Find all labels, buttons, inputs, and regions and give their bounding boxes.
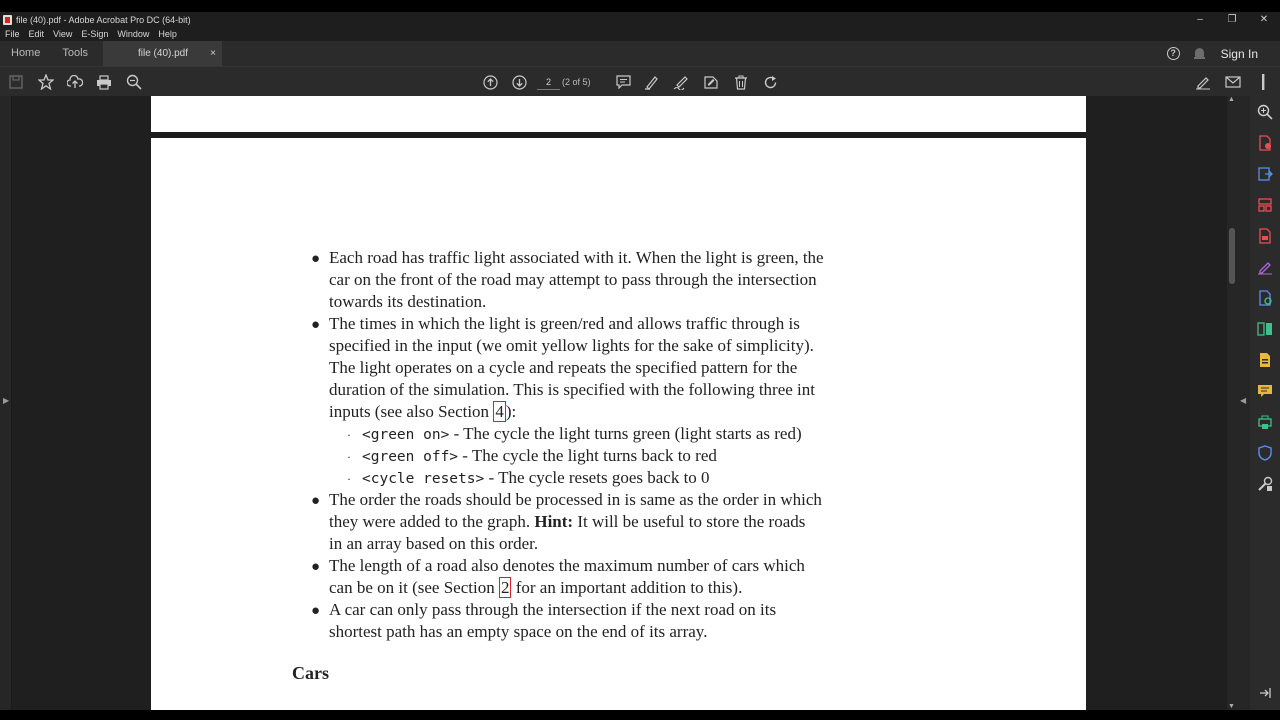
bullet-marker: ● bbox=[311, 317, 321, 333]
toolbar bbox=[0, 66, 1280, 96]
menu-esign[interactable]: E-Sign bbox=[81, 29, 109, 39]
collapse-tools-pane-icon[interactable] bbox=[1257, 686, 1273, 702]
comment-tool-icon[interactable] bbox=[1257, 383, 1273, 399]
zoom-tool-icon[interactable] bbox=[1257, 104, 1273, 120]
sign-in-button[interactable]: Sign In bbox=[1220, 46, 1258, 61]
notification-bell-icon[interactable] bbox=[1194, 48, 1205, 60]
rotate-icon[interactable] bbox=[759, 67, 781, 97]
tab-tools[interactable]: Tools bbox=[62, 47, 89, 59]
menu-edit[interactable]: Edit bbox=[28, 29, 45, 39]
tab-document[interactable] bbox=[103, 41, 222, 66]
highlight-pen-icon[interactable] bbox=[641, 67, 663, 97]
bullet-4-line-2-prefix: can be on it (see Section bbox=[329, 578, 499, 597]
fill-sign-tool-icon[interactable] bbox=[1257, 259, 1273, 275]
section-2-link[interactable]: 2 bbox=[500, 578, 510, 597]
scrollbar-thumb[interactable] bbox=[1229, 228, 1235, 284]
previous-page-icon[interactable] bbox=[479, 67, 501, 97]
bullet-marker: ● bbox=[311, 603, 321, 619]
bullet-3-line-2-prefix: they were added to the graph. bbox=[329, 512, 535, 531]
menu-file[interactable]: File bbox=[5, 29, 20, 39]
more-tools-icon[interactable] bbox=[1257, 476, 1273, 492]
fill-sign-icon[interactable] bbox=[1192, 67, 1214, 97]
page-count-label: (2 of 5) bbox=[562, 77, 591, 87]
sub-bullet-dot: · bbox=[347, 428, 351, 442]
bullet-2-line-5-prefix: inputs (see also Section bbox=[329, 402, 494, 421]
edit-pdf-icon[interactable] bbox=[1257, 228, 1273, 244]
bullet-4-line-1: The length of a road also denotes the maximum number of cars which bbox=[329, 556, 805, 575]
sign-pen-icon[interactable] bbox=[670, 67, 692, 97]
bullet-3-line-2 bbox=[329, 512, 805, 532]
expand-left-panel-icon[interactable]: ▶ bbox=[3, 396, 10, 405]
sub-item-green-on bbox=[362, 424, 802, 444]
scroll-up-arrow-icon[interactable]: ▲ bbox=[1228, 96, 1235, 103]
bullet-5-line-2: shortest path has an empty space on the end of its array. bbox=[329, 622, 708, 641]
hint-label: Hint: bbox=[534, 512, 574, 531]
menu-window[interactable]: Window bbox=[117, 29, 150, 39]
screen-bottom-border bbox=[0, 710, 1280, 720]
bullet-2-line-4: duration of the simulation. This is specified with the following three int bbox=[329, 380, 815, 399]
bullet-2-line-3: The light operates on a cycle and repeats the specified pattern for the bbox=[329, 358, 798, 377]
collapse-right-panel-icon[interactable]: ◀ bbox=[1240, 396, 1247, 405]
bullet-2-line-5-suffix: ): bbox=[505, 402, 517, 421]
screen-top-border bbox=[0, 0, 1280, 12]
tab-home[interactable]: Home bbox=[11, 47, 41, 59]
bullet-3-line-3: in an array based on this order. bbox=[329, 534, 539, 553]
section-heading-cars: Cars bbox=[292, 663, 329, 683]
send-for-signature-icon[interactable] bbox=[1257, 290, 1273, 306]
title-bar bbox=[0, 12, 1280, 27]
vertical-scrollbar[interactable] bbox=[1227, 96, 1237, 710]
bullet-1-line-3: towards its destination. bbox=[329, 292, 487, 311]
bullet-5-line-1: A car can only pass through the intersection if the next road on its bbox=[329, 600, 777, 619]
pdf-page bbox=[151, 138, 1086, 710]
bullet-marker: ● bbox=[311, 493, 321, 509]
code-green-off: <green off> bbox=[362, 449, 459, 465]
email-envelope-icon[interactable] bbox=[1222, 67, 1244, 97]
document-tab-label: file (40).pdf bbox=[138, 48, 189, 59]
bullet-2-line-5 bbox=[329, 402, 516, 422]
help-icon[interactable]: ? bbox=[1167, 47, 1180, 60]
print-production-icon[interactable] bbox=[1257, 414, 1273, 430]
window-controls bbox=[1184, 12, 1280, 27]
section-4-link[interactable]: 4 bbox=[495, 402, 504, 421]
tab-bar bbox=[0, 41, 1280, 66]
sub-bullet-dot: · bbox=[347, 472, 351, 486]
delete-trash-icon[interactable] bbox=[730, 67, 752, 97]
close-tab-icon[interactable]: × bbox=[210, 48, 216, 59]
protect-shield-icon[interactable] bbox=[1257, 445, 1273, 461]
page-number-input[interactable]: 2 bbox=[537, 74, 560, 90]
bullet-4-line-2 bbox=[329, 578, 742, 598]
document-viewer[interactable] bbox=[12, 96, 1227, 710]
close-window-button[interactable]: ✕ bbox=[1259, 14, 1269, 25]
minimize-button[interactable]: – bbox=[1197, 14, 1203, 25]
menu-help[interactable]: Help bbox=[158, 29, 177, 39]
sub-item-green-on-text: - The cycle the light turns green (light starts as red) bbox=[449, 424, 802, 443]
acrobat-app-icon bbox=[3, 15, 12, 25]
bullet-1-line-1: Each road has traffic light associated with it. When the light is green, the bbox=[329, 248, 824, 267]
tools-pane bbox=[1250, 96, 1280, 710]
export-pdf-icon[interactable] bbox=[1257, 166, 1273, 182]
edit-stamp-icon[interactable] bbox=[700, 67, 722, 97]
menu-view[interactable]: View bbox=[53, 29, 73, 39]
sub-item-cycle-resets-text: - The cycle resets goes back to 0 bbox=[484, 468, 710, 487]
bookmark-star-icon[interactable] bbox=[35, 67, 57, 97]
compare-files-icon[interactable] bbox=[1257, 321, 1273, 337]
print-icon[interactable] bbox=[93, 67, 115, 97]
sub-bullet-dot: · bbox=[347, 450, 351, 464]
bullet-1-line-2: car on the front of the road may attempt to pass through the intersection bbox=[329, 270, 817, 289]
save-icon[interactable] bbox=[5, 67, 27, 97]
comment-icon[interactable] bbox=[612, 67, 634, 97]
more-options-icon[interactable] bbox=[1252, 67, 1274, 97]
sub-item-green-off-text: - The cycle the light turns back to red bbox=[458, 446, 717, 465]
sub-item-green-off bbox=[362, 446, 717, 466]
cloud-upload-icon[interactable] bbox=[64, 67, 86, 97]
code-green-on: <green on> bbox=[362, 427, 450, 443]
menu-bar bbox=[0, 27, 1280, 41]
create-pdf-icon[interactable] bbox=[1257, 135, 1273, 151]
previous-page-bottom bbox=[151, 96, 1086, 132]
left-nav-panel[interactable] bbox=[0, 96, 12, 710]
bullet-3-line-2-suffix: It will be useful to store the roads bbox=[573, 512, 806, 531]
window-title: file (40).pdf - Adobe Acrobat Pro DC (64-bit) bbox=[16, 14, 191, 25]
bullet-4-line-2-suffix: for an important addition to this). bbox=[511, 578, 743, 597]
code-cycle-resets: <cycle resets> bbox=[362, 471, 485, 487]
bullet-2-line-1: The times in which the light is green/red and allows traffic through is bbox=[329, 314, 800, 333]
bullet-2-line-2: specified in the input (we omit yellow lights for the sake of simplicity). bbox=[329, 336, 814, 355]
header-right-area bbox=[1167, 41, 1280, 66]
right-panel-collapse-strip bbox=[1237, 96, 1250, 710]
scroll-down-arrow-icon[interactable]: ▼ bbox=[1228, 703, 1235, 710]
sub-item-cycle-resets bbox=[362, 468, 710, 488]
organize-pages-icon[interactable] bbox=[1257, 197, 1273, 213]
bullet-marker: ● bbox=[311, 559, 321, 575]
bullet-3-line-1: The order the roads should be processed in is same as the order in which bbox=[329, 490, 822, 509]
zoom-search-icon[interactable] bbox=[123, 67, 145, 97]
restore-button[interactable]: ❐ bbox=[1227, 14, 1237, 25]
scan-ocr-icon[interactable] bbox=[1257, 352, 1273, 368]
next-page-icon[interactable] bbox=[508, 67, 530, 97]
bullet-marker: ● bbox=[311, 251, 321, 267]
